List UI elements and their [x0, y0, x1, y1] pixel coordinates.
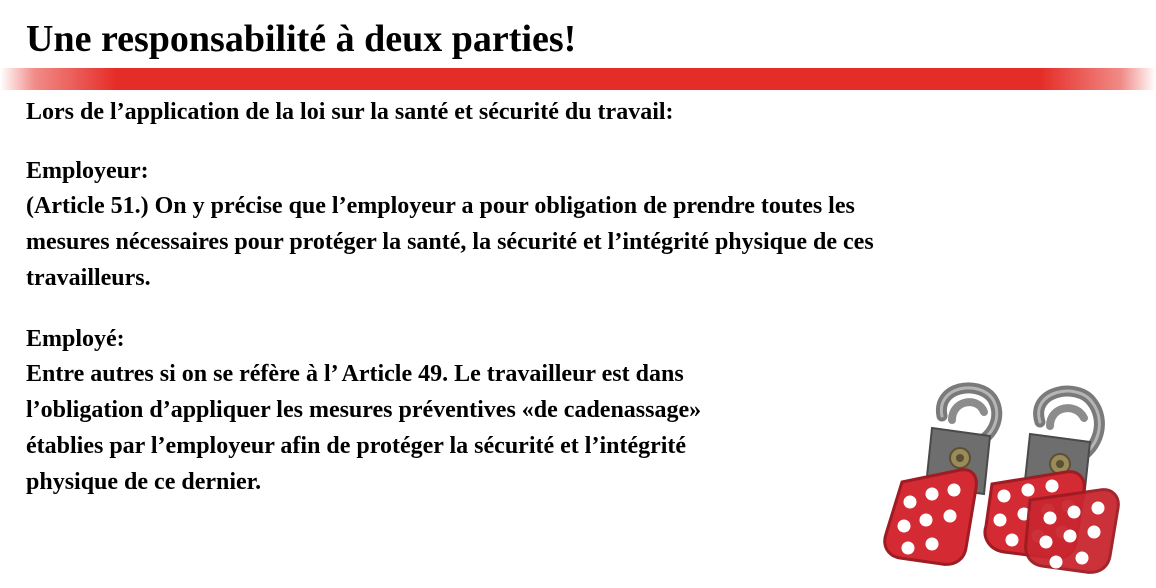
lockout-hasp-left [885, 388, 997, 565]
employee-text-line: physique de ce dernier. [26, 469, 262, 495]
employee-section [26, 322, 906, 500]
title-underline-bar [0, 68, 1156, 90]
employee-text-line: Entre autres si on se réfère à l’ Article 49. Le travailleur est dans [26, 361, 684, 387]
employer-label: Employeur: [26, 158, 149, 184]
employee-text-line: établies par l’employeur afin de protéger la sécurité et l’intégrité [26, 433, 687, 459]
lockout-hasp-right [985, 391, 1118, 572]
employer-section [26, 154, 1136, 296]
employee-text-line: l’obligation d’appliquer les mesures préventives «de cadenassage» [26, 397, 702, 423]
employer-text-line: travailleurs. [26, 265, 151, 291]
employer-text-line: mesures nécessaires pour protéger la santé, la sécurité et l’intégrité physique de ces [26, 229, 874, 255]
employee-label: Employé: [26, 326, 125, 352]
employer-text-line: (Article 51.) On y précise que l’employeur a pour obligation de prendre toutes les [26, 193, 855, 219]
lockout-hasps-image [880, 378, 1156, 583]
intro-text: Lors de l’application de la loi sur la santé et sécurité du travail: [26, 99, 674, 125]
page-title: Une responsabilité à deux parties! [26, 18, 577, 60]
